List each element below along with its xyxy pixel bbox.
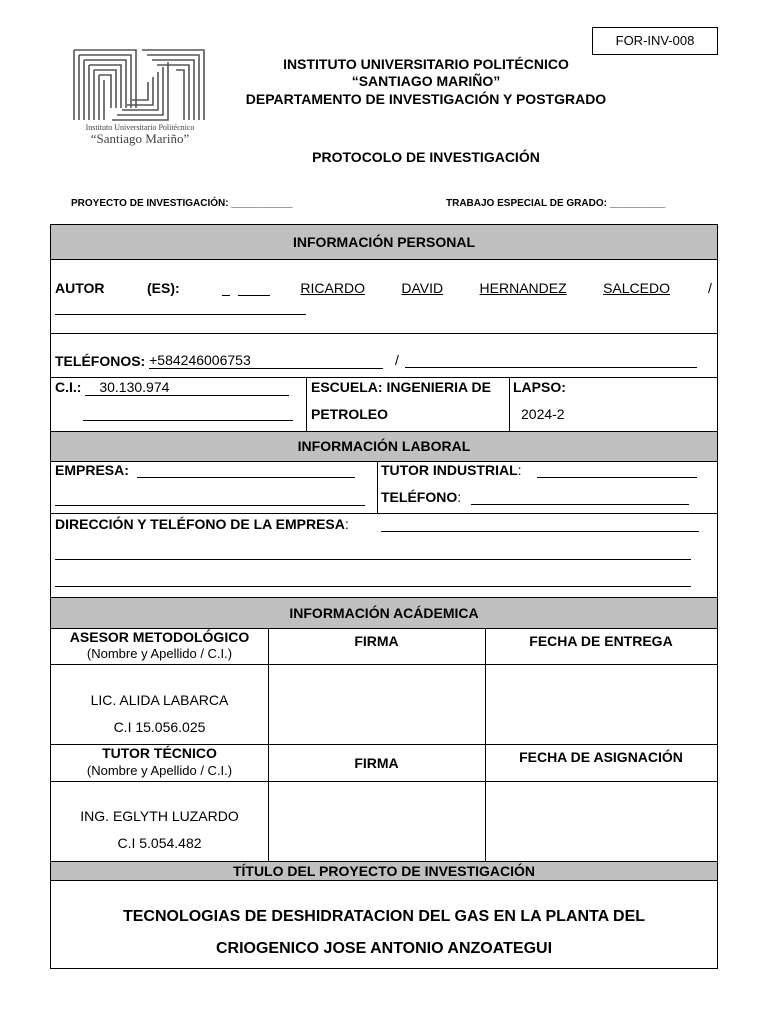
fecha-asignacion-header: FECHA DE ASIGNACIÓN [519,749,683,765]
asesor-header: ASESOR METODOLÓGICO [69,629,250,645]
trabajo-label: TRABAJO ESPECIAL DE GRADO: __________ [446,198,666,209]
empresa-blank [137,477,355,478]
empresa-label: EMPRESA: [55,462,129,478]
autor-word-2: DAVID [401,280,444,296]
escuela-value: PETROLEO [311,406,389,422]
autor-slash: / [708,280,712,296]
header-line1: INSTITUTO UNIVERSITARIO POLITÉCNICO [283,56,569,72]
tutor-ci: C.I 5.054.482 [117,835,202,851]
ci-second-blank [83,420,293,421]
section-titulo: TÍTULO DEL PROYECTO DE INVESTIGACIÓN [51,862,717,880]
asesor-ci: C.I 15.056.025 [113,719,206,735]
ci-label: C.I.: [55,379,82,395]
logo-caption-line1: Instituto Universitario Politécnico [85,123,195,132]
lapso-label: LAPSO: [513,379,566,395]
telefonos-row [55,352,383,369]
ci-value: 30.130.974 [85,379,289,396]
asesor-name: LIC. ALIDA LABARCA [90,692,229,708]
fecha-entrega-header: FECHA DE ENTREGA [529,633,673,649]
firma-header-1: FIRMA [354,633,399,649]
autor-label: AUTOR [55,280,105,296]
section-academica: INFORMACIÓN ACÁDEMICA [51,598,717,628]
autor-word-3: HERNANDEZ [479,280,567,296]
titulo-line2: CRIOGENICO JOSE ANTONIO ANZOATEGUI [215,940,553,957]
form-code: FOR-INV-008 [592,27,718,55]
header-line2: “SANTIAGO MARIÑO” [351,73,501,89]
ci-row [55,379,289,396]
telefono-laboral-label: TELÉFONO [381,489,458,505]
tutor-industrial-label: TUTOR INDUSTRIAL [381,462,518,478]
document-title: PROTOCOLO DE INVESTIGACIÓN [312,149,540,165]
section-laboral: INFORMACIÓN LABORAL [51,432,717,461]
telefono-laboral-blank [471,504,689,505]
logo-caption-line2: “Santiago Mariño” [90,131,190,146]
telefono-laboral-row: TELÉFONO: [381,489,462,505]
telefono-value: +584246006753 [149,352,383,369]
autor-word-4: SALCEDO [603,280,670,296]
proyecto-label: PROYECTO DE INVESTIGACIÓN: ___________ [71,198,293,209]
form-table [50,224,718,969]
firma-header-2: FIRMA [354,755,399,771]
tutor-name-hint: (Nombre y Apellido / C.I.) [86,763,233,778]
telefono-second-blank [405,367,697,368]
tutor-tecnico-header: TUTOR TÉCNICO [102,745,217,761]
telefonos-label: TELÉFONOS: [55,353,146,369]
autor-second-blank [55,314,306,315]
direccion-blank-3 [55,586,691,587]
lapso-value: 2024-2 [521,406,565,422]
autor-name [238,280,670,296]
direccion-label: DIRECCIÓN Y TELÉFONO DE LA EMPRESA [55,516,345,532]
es-label: (ES): [147,280,180,296]
autor-word-1: RICARDO [300,280,365,296]
tutor-name: ING. EGLYTH LUZARDO [80,808,239,824]
section-personal: INFORMACIÓN PERSONAL [51,225,717,259]
direccion-row: DIRECCIÓN Y TELÉFONO DE LA EMPRESA: [55,516,349,532]
direccion-blank-2 [55,559,691,560]
titulo-line1: TECNOLOGIAS DE DESHIDRATACION DEL GAS EN LA PLANTA DEL [122,908,646,925]
asesor-name-hint: (Nombre y Apellido / C.I.) [86,646,233,661]
tutor-industrial-blank [537,477,697,478]
header-line3: DEPARTAMENTO DE INVESTIGACIÓN Y POSTGRADO [245,91,607,107]
tutor-industrial-row: TUTOR INDUSTRIAL: [381,462,522,478]
escuela-label: ESCUELA: INGENIERIA DE [311,379,491,395]
empresa-second-blank [55,505,365,506]
telefonos-slash: / [395,352,399,368]
direccion-blank-1 [381,531,699,532]
